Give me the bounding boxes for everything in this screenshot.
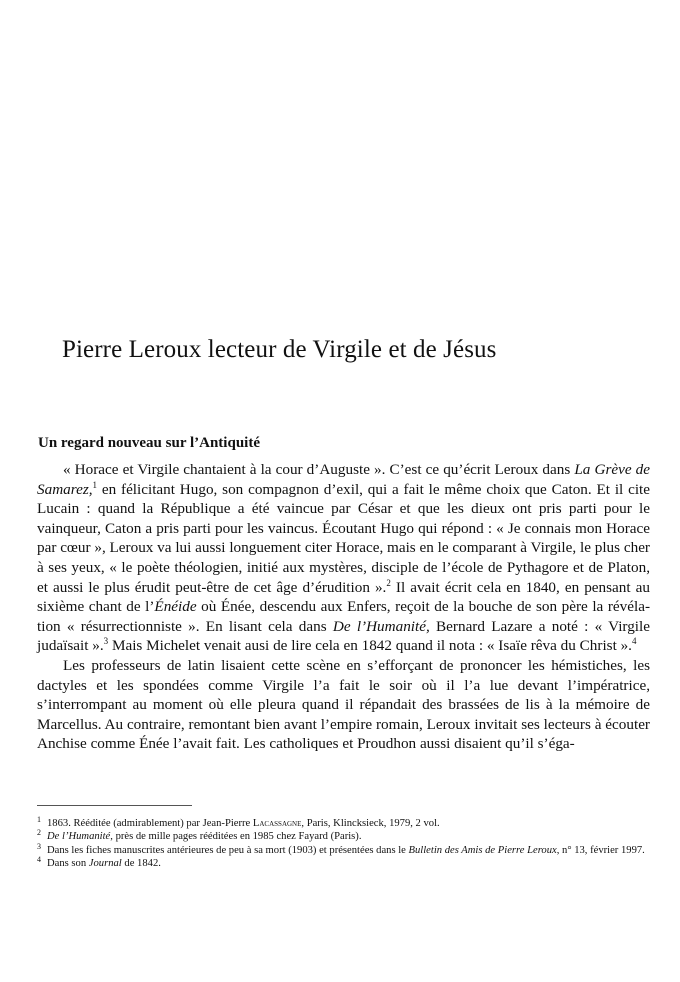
footnote-1 — [37, 817, 650, 830]
footnote-number: 3 — [37, 841, 41, 851]
text-run: « Horace et Virgile chantaient à la cour d’Auguste ». C’est ce qu’écrit Leroux dans — [63, 461, 575, 478]
footnote-text: Dans son — [47, 858, 89, 870]
footnote-text: Dans les fiches manuscrites antérieures de peu à sa mort (1903) et présentées dans le — [47, 844, 409, 856]
footnotes — [37, 817, 650, 871]
footnote-text: , Paris, Klincksieck, 1979, 2 vol. — [301, 818, 440, 829]
section-heading: Un regard nouveau sur l’Antiquité — [38, 435, 260, 451]
italic-title: Bulletin des Amis de Pierre Leroux — [408, 844, 557, 856]
author-name: Lacassagne — [252, 818, 302, 829]
footnote-3 — [37, 841, 650, 857]
italic-title: De l’Humanité — [47, 831, 111, 843]
paragraph-2: Les professeurs de latin lisaient cette scène en s’efforçant de prononcer les hémistiches, les dactyles et les spondées comme Virgile l’a fait le soir où il l’a lue devant l’impératrice, s’interrompant au moment où elle pleura quand il répandait des brassées de lis à la mémoire de Marcellus. Au contraire, remontant bien avant l’empire romain, Leroux invitait ses lecteurs à écouter Anchise comme Énée l’avait fait. Les catholiques et Proudhon aussi disaient qu’il s’éga- — [37, 656, 650, 753]
text-run: Mais Michelet venait ausi de lire cela en 1842 quand il nota : « Isaïe rêva du Christ ». — [108, 637, 632, 655]
italic-title: La Grève de Samarez, — [37, 461, 650, 498]
footnote-text: 1863. Rééditée (admirablement) par Jean-Pierre — [47, 818, 253, 829]
footnote-2 — [37, 830, 650, 843]
footnote-number: 4 — [37, 855, 41, 865]
footnote-ref[interactable]: 3 — [103, 636, 109, 647]
footnote-number: 1 — [37, 815, 41, 824]
paragraph-1 — [37, 460, 650, 656]
body-text — [37, 460, 650, 754]
footnote-ref[interactable]: 1 — [92, 479, 98, 490]
italic-title: Journal — [88, 858, 122, 870]
italic-title: De l’Humanité, — [332, 617, 430, 635]
text-run: Bernard Lazare a noté : « Virgile judaïsait ». — [37, 617, 650, 655]
text-run: où Énée, descendu aux Enfers, reçoit de la bouche de son père la révélation « résurrectionniste ». En lisant cela dans — [37, 598, 650, 635]
footnote-text: , n° 13, février 1997. — [556, 844, 645, 856]
italic-title: Énéide — [154, 598, 197, 616]
footnote-divider — [37, 805, 192, 806]
footnote-number: 2 — [37, 828, 41, 838]
footnote-text: de 1842. — [121, 858, 161, 870]
footnote-4 — [37, 857, 650, 870]
text-run: Il avait écrit cela en 1840, en pensant au sixième chant de l’ — [37, 578, 650, 616]
footnote-ref[interactable]: 2 — [386, 577, 391, 588]
footnote-ref[interactable]: 4 — [631, 636, 637, 647]
text-run: en félicitant Hugo, son compagnon d’exil, qui a fait le même choix que Caton. Et il cite Lucain : quand la République a été vaincue par César et que les dieux ont pris parti pour le vainqueur, Caton a pris parti pour les vaincus. Écoutant Hugo qui répond : « Je connais mon Horace par cœur », Leroux va lui aussi longuement citer Horace, mais en le comparant à Virgile, le plus cher à ses yeux, « le poète théologien, initié aux mystères, disciple de l’école de Pythagore et de Platon, et aussi le plus érudit peut-être de cet âge d’érudition ». — [37, 480, 650, 596]
footnote-text: , près de mille pages rééditées en 1985 chez Fayard (Paris). — [110, 831, 362, 843]
chapter-title: Pierre Leroux lecteur de Virgile et de Jésus — [62, 336, 497, 363]
